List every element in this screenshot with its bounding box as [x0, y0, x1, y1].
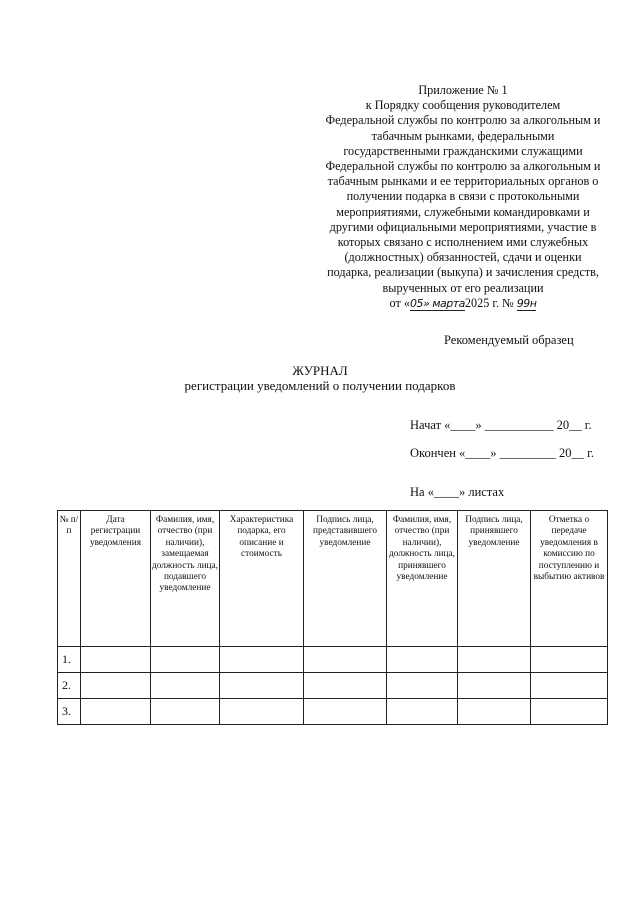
table-cell	[81, 647, 151, 673]
header-submitter-signature: Подпись лица, представившего уведомление	[304, 511, 387, 647]
appendix-line: получении подарка в связи с протокольными	[346, 189, 580, 204]
appendix-line: другими официальными мероприятиями, участие в	[329, 219, 597, 234]
table-cell	[220, 699, 304, 725]
table-cell	[151, 699, 220, 725]
registration-table	[57, 510, 608, 725]
handwritten-date: 05» марта	[409, 296, 465, 310]
appendix-line: табачным рынками, федеральными	[371, 128, 555, 143]
appendix-line: вырученных от его реализации	[382, 280, 544, 295]
table-row	[58, 673, 608, 699]
appendix-line: Приложение № 1	[418, 83, 508, 97]
date-suffix: г. №	[492, 295, 514, 310]
appendix-block	[312, 83, 614, 311]
appendix-line: подарка, реализации (выкупа) и зачисления средств,	[327, 265, 599, 280]
table-cell	[387, 647, 458, 673]
order-date-line	[312, 296, 614, 311]
appendix-line: которых связано с исполнением ими служебных	[337, 235, 589, 250]
table-cell	[531, 647, 608, 673]
handwritten-number: 99н	[516, 296, 537, 310]
appendix-line: Федеральной службы по контролю за алкогольным и	[325, 159, 601, 174]
table-cell	[458, 699, 531, 725]
table-cell	[304, 647, 387, 673]
date-year: 2025	[464, 295, 490, 310]
recommended-sample-label: Рекомендуемый образец	[444, 333, 574, 347]
date-prefix: от «	[389, 295, 410, 310]
header-receiver-signature: Подпись лица, принявшего уведомление	[458, 511, 531, 647]
sheets-count-line: На «____» листах	[410, 485, 505, 499]
table-cell	[220, 647, 304, 673]
appendix-line: табачным рынками и ее территориальных органов о	[327, 174, 599, 189]
table-cell	[387, 699, 458, 725]
journal-title: ЖУРНАЛ	[292, 363, 348, 378]
table-cell	[531, 673, 608, 699]
header-gift-description: Характеристика подарка, его описание и стоимость	[220, 511, 304, 647]
journal-subtitle: регистрации уведомлений о получении подарков	[184, 378, 456, 393]
table-cell	[81, 673, 151, 699]
started-date-line: Начат «____» ___________ 20__ г.	[410, 418, 592, 432]
header-number: № п/п	[58, 511, 81, 647]
table-cell	[304, 673, 387, 699]
table-header-row	[58, 511, 608, 647]
table-cell	[458, 647, 531, 673]
table-row	[58, 699, 608, 725]
table-cell	[304, 699, 387, 725]
header-submitter-name: Фамилия, имя, отчество (при наличии), замещаемая должность лица, подавшего уведомление	[151, 511, 220, 647]
row-number: 1.	[58, 647, 81, 673]
table-cell	[531, 699, 608, 725]
table-cell	[81, 699, 151, 725]
table-cell	[387, 673, 458, 699]
appendix-line: Федеральной службы по контролю за алкогольным и	[325, 113, 601, 128]
appendix-line: мероприятиями, служебными командировками и	[336, 204, 590, 219]
appendix-line: (должностных) обязанностей, сдачи и оценки	[344, 250, 582, 265]
table-cell	[220, 673, 304, 699]
ended-date-line: Окончен «____» _________ 20__ г.	[410, 446, 595, 460]
table-row	[58, 647, 608, 673]
table-cell	[458, 673, 531, 699]
table-cell	[151, 673, 220, 699]
header-commission-transfer: Отметка о передаче уведомления в комиссию по поступлению и выбытию активов	[531, 511, 608, 647]
header-receiver-name: Фамилия, имя, отчество (при наличии), должность лица, принявшего уведомление	[387, 511, 458, 647]
appendix-line: к Порядку сообщения руководителем	[365, 98, 561, 113]
row-number: 2.	[58, 673, 81, 699]
row-number: 3.	[58, 699, 81, 725]
header-registration-date: Дата регистрации уведомления	[81, 511, 151, 647]
table-cell	[151, 647, 220, 673]
appendix-line: государственными гражданскими служащими	[343, 143, 583, 158]
